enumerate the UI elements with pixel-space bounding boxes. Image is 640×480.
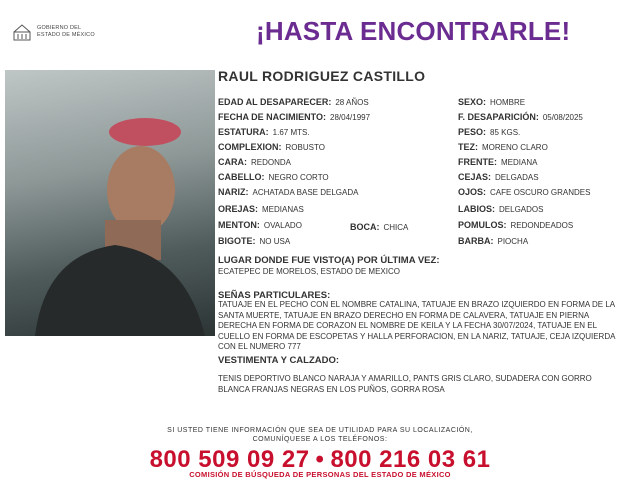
field-label: F. DESAPARICIÓN: xyxy=(458,112,539,122)
field-label: MENTON: xyxy=(218,220,260,230)
commission-footer: COMISIÓN DE BÚSQUEDA DE PERSONAS DEL ESTADO DE MÉXICO xyxy=(189,470,451,479)
field-value: CAFE OSCURO GRANDES xyxy=(490,188,591,197)
field-label: TEZ: xyxy=(458,142,478,152)
field-menton xyxy=(218,220,302,231)
clothing-title: VESTIMENTA Y CALZADO: xyxy=(218,355,340,366)
field-value: PIOCHA xyxy=(497,237,529,246)
field-value: ACHATADA BASE DELGADA xyxy=(252,188,359,197)
field-label: PESO: xyxy=(458,127,487,137)
field-bigote xyxy=(218,236,290,247)
field-cejas xyxy=(458,172,539,183)
field-value: REDONDEADOS xyxy=(510,221,574,230)
field-estatura xyxy=(218,127,310,138)
field-value: 28 AÑOS xyxy=(335,98,369,107)
phone-separator: • xyxy=(315,446,325,473)
state-emblem-icon xyxy=(12,22,32,42)
field-tez xyxy=(458,142,548,153)
field-label: FECHA DE NACIMIENTO: xyxy=(218,112,326,122)
government-logo xyxy=(12,22,95,42)
logo-line-2: ESTADO DE MÉXICO xyxy=(37,32,95,38)
last-seen-value: ECATEPEC DE MORELOS, ESTADO DE MEXICO xyxy=(218,267,400,276)
field-value: 05/08/2025 xyxy=(542,113,583,122)
field-value: MEDIANAS xyxy=(262,205,304,214)
field-value: ROBUSTO xyxy=(285,143,325,152)
field-label: BOCA: xyxy=(350,222,380,232)
field-label: EDAD AL DESAPARECER: xyxy=(218,97,332,107)
field-value: CHICA xyxy=(383,223,409,232)
field-cara xyxy=(218,157,291,168)
person-photo xyxy=(5,70,215,336)
field-f-desaparicion xyxy=(458,112,583,123)
field-label: CARA: xyxy=(218,157,247,167)
distinguishing-marks-title: SEÑAS PARTICULARES: xyxy=(218,290,331,301)
field-label: NARIZ: xyxy=(218,187,249,197)
phone-number-1[interactable]: 800 509 09 27 xyxy=(149,446,310,473)
field-nariz xyxy=(218,187,358,198)
field-sexo xyxy=(458,97,525,108)
contact-note-line-1: SI USTED TIENE INFORMACIÓN QUE SEA DE UTILIDAD PARA SU LOCALIZACIÓN, xyxy=(167,427,473,434)
last-seen-title: LUGAR DONDE FUE VISTO(A) POR ÚLTIMA VEZ: xyxy=(218,255,440,266)
field-label: OREJAS: xyxy=(218,204,259,214)
logo-line-1: GOBIERNO DEL xyxy=(37,25,82,31)
field-value: MEDIANA xyxy=(501,158,538,167)
headline: ¡HASTA ENCONTRARLE! xyxy=(256,16,571,46)
field-label: CABELLO: xyxy=(218,172,265,182)
field-value: HOMBRE xyxy=(490,98,526,107)
field-label: SEXO: xyxy=(458,97,487,107)
photo-placeholder xyxy=(5,70,215,336)
field-barba xyxy=(458,236,528,247)
field-ojos xyxy=(458,187,590,198)
field-value: NO USA xyxy=(259,237,291,246)
field-peso xyxy=(458,127,520,138)
field-label: FRENTE: xyxy=(458,157,497,167)
field-label: POMULOS: xyxy=(458,220,507,230)
field-label: COMPLEXION: xyxy=(218,142,282,152)
contact-note-line-2: COMUNÍQUESE A LOS TELÉFONOS: xyxy=(252,436,388,443)
field-orejas xyxy=(218,204,304,215)
field-label: BIGOTE: xyxy=(218,236,256,246)
field-value: REDONDA xyxy=(251,158,292,167)
field-value: DELGADAS xyxy=(495,173,539,182)
field-pomulos xyxy=(458,220,573,231)
field-value: 1.67 MTS. xyxy=(272,128,310,137)
field-value: 28/04/1997 xyxy=(330,113,371,122)
field-fecha-nacimiento xyxy=(218,112,370,123)
field-edad xyxy=(218,97,369,108)
field-frente xyxy=(458,157,537,168)
field-label: LABIOS: xyxy=(458,204,495,214)
field-complexion xyxy=(218,142,325,153)
field-label: OJOS: xyxy=(458,187,487,197)
field-cabello xyxy=(218,172,329,183)
field-value: OVALADO xyxy=(263,221,302,230)
field-value: MORENO CLARO xyxy=(482,143,548,152)
field-label: ESTATURA: xyxy=(218,127,269,137)
field-labios xyxy=(458,204,543,215)
field-label: CEJAS: xyxy=(458,172,492,182)
field-boca xyxy=(350,222,408,233)
field-value: NEGRO CORTO xyxy=(268,173,329,182)
clothing-text: TENIS DEPORTIVO BLANCO NARAJA Y AMARILLO, PANTS GRIS CLARO, SUDADERA CON GORRO BLANCA FRANJAS NEGRAS EN LOS PUÑOS, GORRA ROSA xyxy=(218,374,592,394)
phone-number-2[interactable]: 800 216 03 61 xyxy=(330,446,491,473)
person-name: RAUL RODRIGUEZ CASTILLO xyxy=(218,68,426,84)
field-value: 85 KGS. xyxy=(490,128,521,137)
field-label: BARBA: xyxy=(458,236,494,246)
field-value: DELGADOS xyxy=(499,205,544,214)
distinguishing-marks-text: TATUAJE EN EL PECHO CON EL NOMBRE CATALINA, TATUAJE EN BRAZO IZQUIERDO EN FORMA DE LA SANTA MUERTE, TATUAJE EN BRAZO DERECHO EN FORMA DE CALAVERA, TATUAJE EN PIERNA DERECHA EN FORMA DE CORAZON EL NOMBRE DE KEILA Y LA FECHA 30/07/2024, TATUAJE EN EL CUELLO EN FORMA DE ESCOPETAS Y HALLA PERFORACION, EN LA NARIZ, TATUAJE, CEJA IZQUIERDA CON EL NUMERO 777 xyxy=(218,300,615,351)
